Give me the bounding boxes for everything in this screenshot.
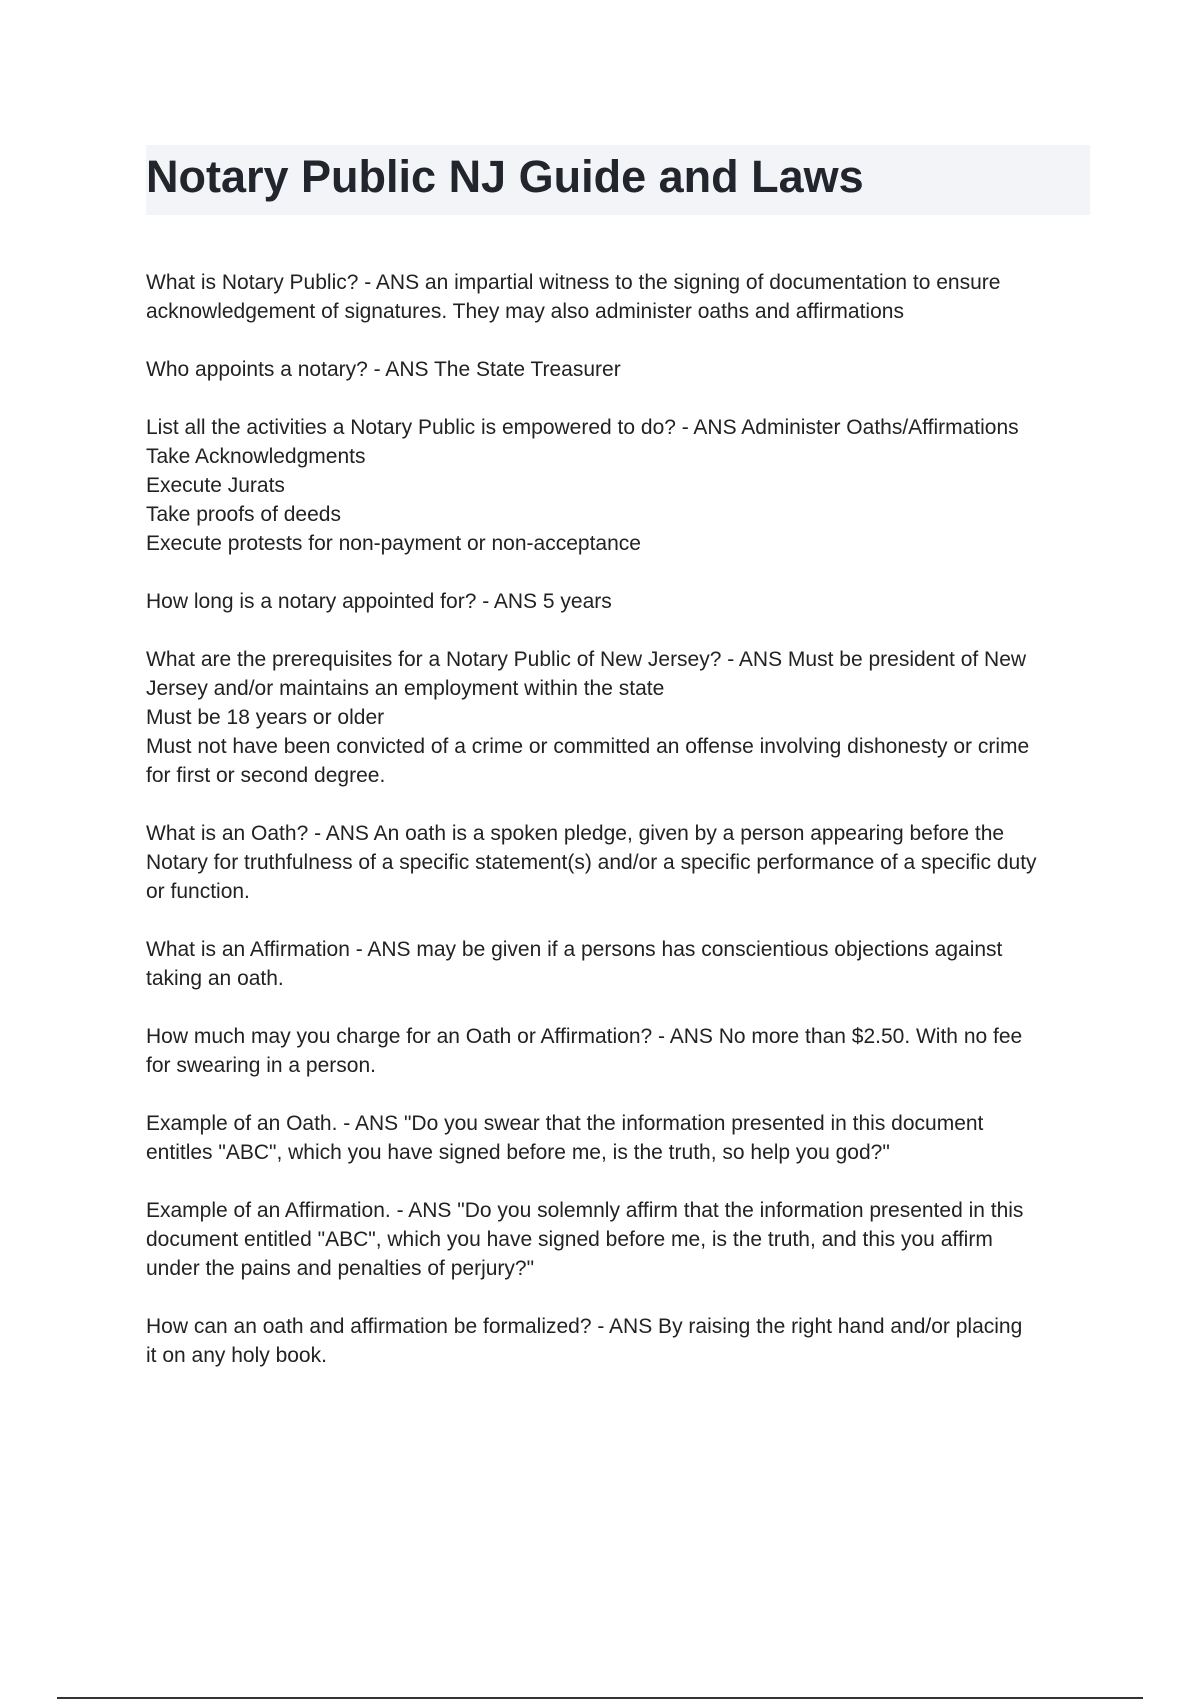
qa-line: taking an oath.: [146, 967, 284, 990]
qa-line: Must not have been convicted of a crime or committed an offense involving dishonesty or crime: [146, 735, 1030, 758]
qa-list: [146, 268, 1096, 1399]
page-title: Notary Public NJ Guide and Laws: [146, 151, 864, 202]
qa-line: entitles "ABC", which you have signed before me, is the truth, so help you god?": [146, 1141, 890, 1164]
qa-line: List all the activities a Notary Public is empowered to do? - ANS Administer Oaths/Affirmations: [146, 416, 1019, 439]
qa-line: Take Acknowledgments: [146, 445, 366, 468]
qa-entry: [146, 1109, 1096, 1167]
qa-entry: [146, 1196, 1096, 1283]
qa-entry: [146, 819, 1096, 906]
qa-line: acknowledgement of signatures. They may also administer oaths and affirmations: [146, 300, 904, 323]
qa-line: Example of an Affirmation. - ANS "Do you solemnly affirm that the information presented in this: [146, 1199, 1024, 1222]
qa-line: How can an oath and affirmation be formalized? - ANS By raising the right hand and/or placing: [146, 1315, 1023, 1338]
qa-entry: [146, 645, 1096, 790]
qa-line: How much may you charge for an Oath or Affirmation? - ANS No more than $2.50. With no fee: [146, 1025, 1023, 1048]
qa-entry: [146, 355, 1096, 384]
qa-line: or function.: [146, 880, 250, 903]
qa-line: Execute protests for non-payment or non-acceptance: [146, 532, 641, 555]
qa-line: it on any holy book.: [146, 1344, 327, 1367]
qa-line: What is an Affirmation - ANS may be given if a persons has conscientious objections against: [146, 938, 1003, 961]
qa-line: How long is a notary appointed for? - ANS 5 years: [146, 590, 612, 613]
qa-line: What is Notary Public? - ANS an impartial witness to the signing of documentation to ensure: [146, 271, 1001, 294]
title-band: [146, 145, 1090, 215]
qa-line: What are the prerequisites for a Notary Public of New Jersey? - ANS Must be president of New: [146, 648, 1027, 671]
qa-line: Notary for truthfulness of a specific statement(s) and/or a specific performance of a specific duty: [146, 851, 1037, 874]
qa-line: Must be 18 years or older: [146, 706, 385, 729]
qa-line: for first or second degree.: [146, 764, 386, 787]
qa-line: Jersey and/or maintains an employment within the state: [146, 677, 665, 700]
qa-entry: [146, 1312, 1096, 1370]
qa-line: for swearing in a person.: [146, 1054, 376, 1077]
qa-line: Example of an Oath. - ANS "Do you swear that the information presented in this document: [146, 1112, 984, 1135]
qa-entry: [146, 268, 1096, 326]
qa-entry: [146, 413, 1096, 558]
qa-line: Take proofs of deeds: [146, 503, 341, 526]
qa-line: Who appoints a notary? - ANS The State Treasurer: [146, 358, 621, 381]
qa-line: under the pains and penalties of perjury?": [146, 1257, 535, 1280]
qa-entry: [146, 1022, 1096, 1080]
footer-divider: [57, 1697, 1143, 1699]
qa-line: document entitled "ABC", which you have signed before me, is the truth, and this you affirm: [146, 1228, 993, 1251]
qa-line: What is an Oath? - ANS An oath is a spoken pledge, given by a person appearing before the: [146, 822, 1005, 845]
qa-entry: [146, 935, 1096, 993]
qa-entry: [146, 587, 1096, 616]
qa-line: Execute Jurats: [146, 474, 285, 497]
